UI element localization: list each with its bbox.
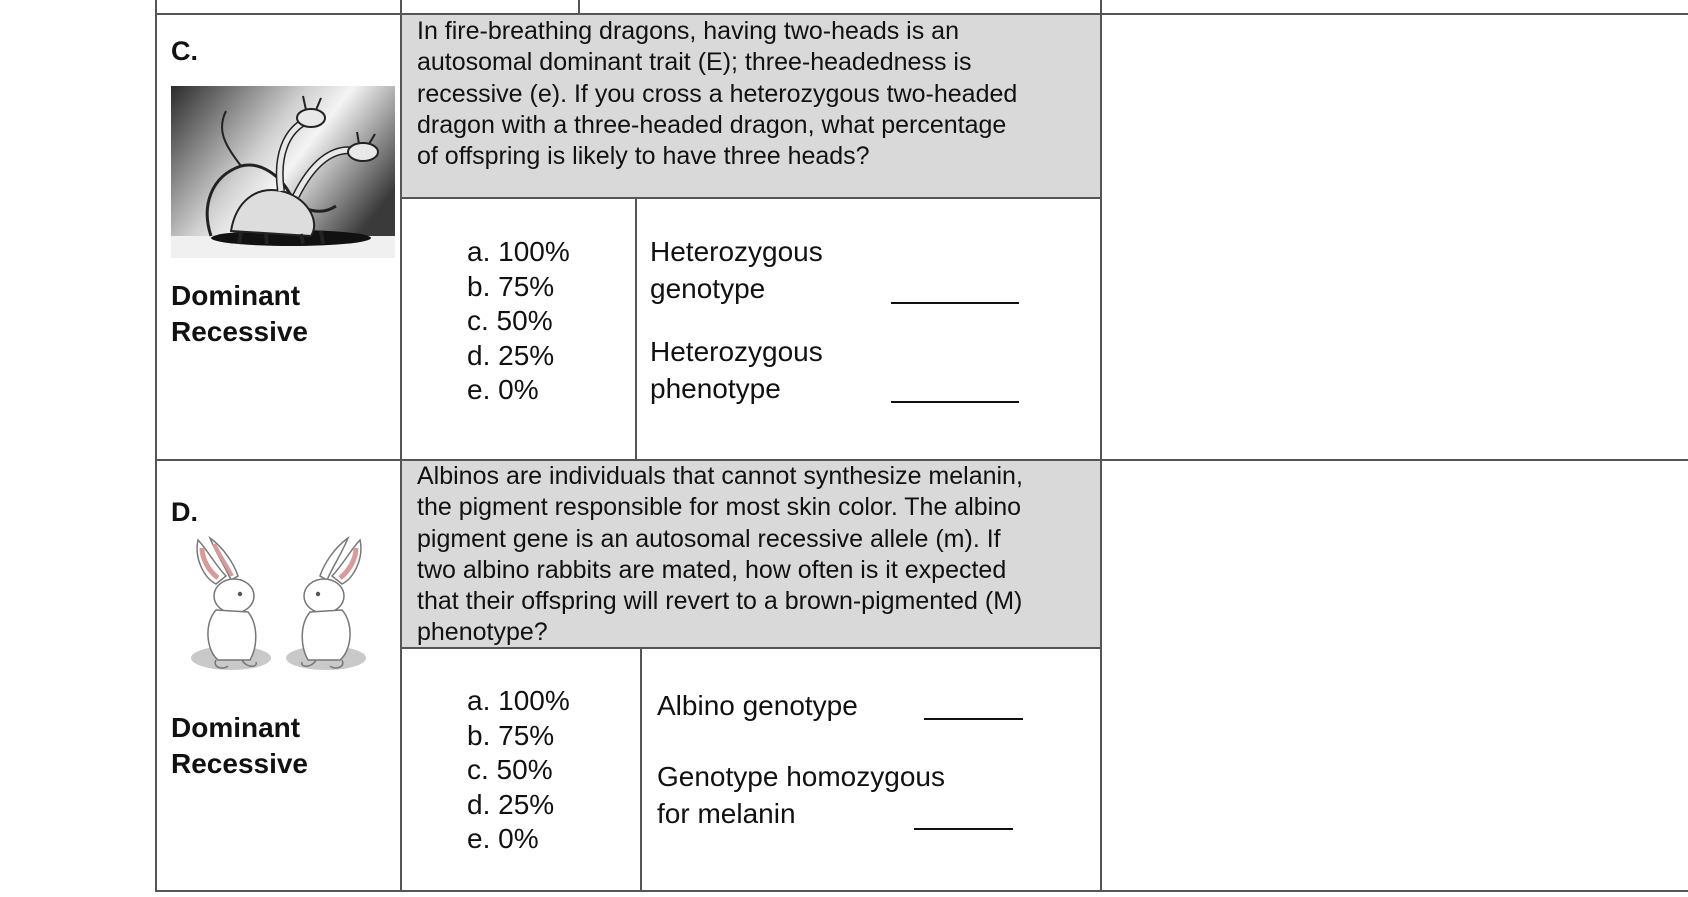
option-c[interactable]: c. 50%: [467, 305, 553, 336]
option-c[interactable]: c. 50%: [467, 754, 553, 785]
homozygous-melanin-blank[interactable]: [914, 828, 1013, 830]
options-d: [467, 684, 570, 857]
question-line: pigment gene is an autosomal recessive allele (m). If: [417, 524, 1001, 553]
heterozygous-phenotype-blank[interactable]: [891, 401, 1019, 403]
rabbits-image: [176, 528, 382, 674]
question-line: of offspring is likely to have three heads?: [417, 142, 870, 171]
heterozygous-genotype-label: Heterozygous genotype: [650, 236, 823, 304]
option-e[interactable]: e. 0%: [467, 823, 539, 854]
row-d-choices: [171, 710, 308, 782]
heterozygous-genotype-blank[interactable]: [891, 302, 1019, 304]
heterozygous-phenotype-label: Heterozygous phenotype: [650, 336, 823, 404]
question-line: the pigment responsible for most skin color. The albino: [417, 493, 1022, 522]
option-a[interactable]: a. 100%: [467, 236, 570, 267]
dragon-image: [171, 86, 395, 258]
option-d[interactable]: d. 25%: [467, 339, 555, 371]
question-line: two albino rabbits are mated, how often is it expected: [417, 555, 1007, 584]
question-line: dragon with a three-headed dragon, what percentage: [417, 110, 1007, 139]
albino-genotype-blank[interactable]: [924, 718, 1023, 720]
recessive-choice[interactable]: Recessive: [171, 748, 309, 779]
question-line: phenotype?: [417, 618, 548, 647]
question-line: Albinos are individuals that cannot synthesize melanin,: [417, 462, 1023, 490]
option-b[interactable]: b. 75%: [467, 719, 555, 751]
option-e[interactable]: e. 0%: [467, 374, 539, 405]
option-d[interactable]: d. 25%: [467, 788, 555, 820]
row-d-label: D.: [171, 497, 198, 527]
homozygous-melanin-label: Genotype homozygous for melanin: [657, 761, 945, 829]
options-c: [467, 235, 570, 408]
recessive-choice[interactable]: Recessive: [171, 316, 309, 347]
question-line: autosomal dominant trait (E); three-headedness is: [417, 48, 972, 77]
question-line: In fire-breathing dragons, having two-heads is an: [417, 17, 959, 45]
dominant-choice[interactable]: Dominant: [171, 280, 301, 311]
dominant-choice[interactable]: Dominant: [171, 712, 301, 743]
albino-genotype-label: Albino genotype: [657, 690, 858, 721]
row-c-choices: [171, 278, 308, 350]
question-d: [417, 461, 1023, 649]
question-line: that their offspring will revert to a brown-pigmented (M): [417, 587, 1023, 616]
option-b[interactable]: b. 75%: [467, 270, 555, 302]
question-line: recessive (e). If you cross a heterozygous two-headed: [417, 79, 1018, 108]
question-c: [417, 16, 1017, 172]
row-c-label: C.: [171, 36, 198, 66]
option-a[interactable]: a. 100%: [467, 685, 570, 716]
